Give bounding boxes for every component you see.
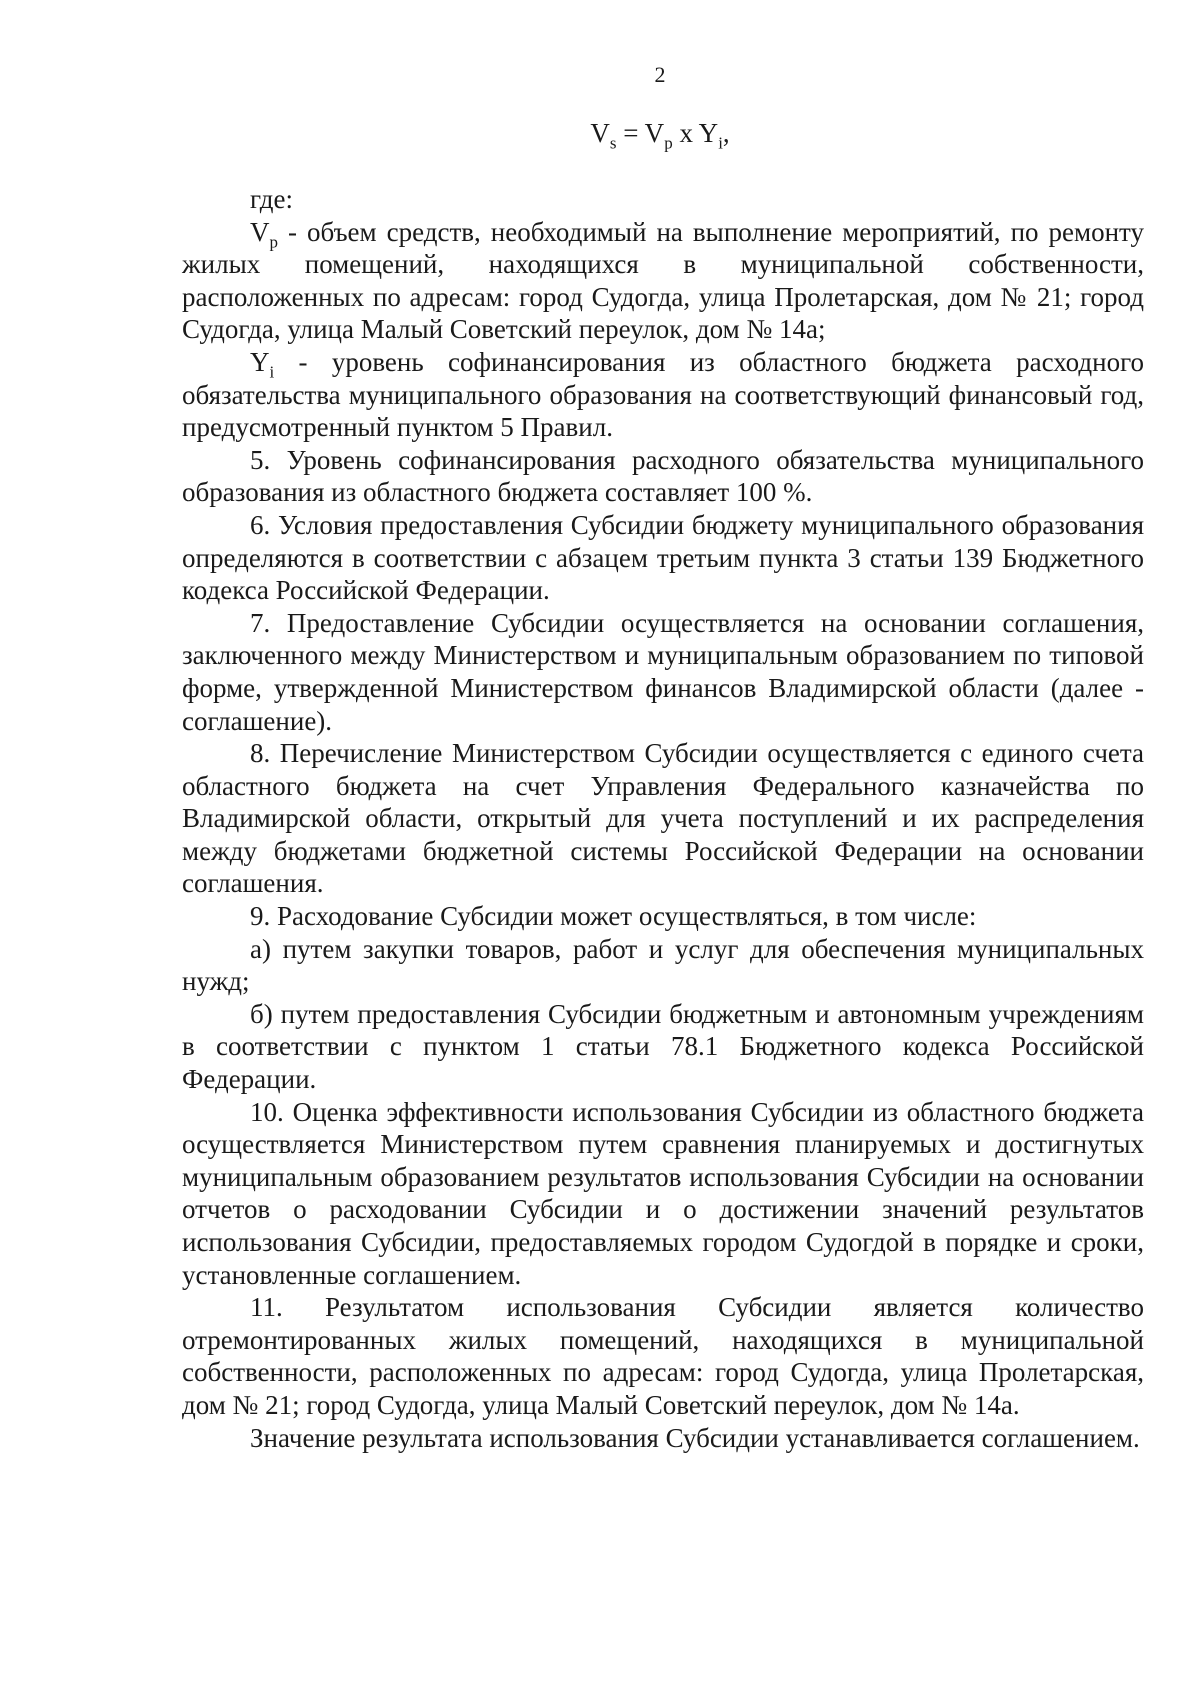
yi-sub: i: [269, 362, 275, 382]
where-label: где:: [250, 184, 293, 214]
vp-symbol: V: [250, 216, 270, 247]
definition-yi: [182, 346, 1144, 444]
paragraph-7: 7. Предоставление Субсидии осуществляется на основании соглашения, заключенного между Министерством и муниципальным образованием по типовой форме, утвержденной Министерством финансов Владимирской области (далее - соглашение).: [182, 607, 1144, 736]
paragraph-6: 6. Условия предоставления Субсидии бюджету муниципального образования определяются в соответствии с абзацем третьим пункта 3 статьи 139 Бюджетного кодекса Российской Федерации.: [182, 509, 1144, 606]
paragraph-9b: б) путем предоставления Субсидии бюджетным и автономным учреждениям в соответствии с пунктом 1 статьи 78.1 Бюджетного кодекса Российской Федерации.: [182, 998, 1144, 1095]
paragraph-11: 11. Результатом использования Субсидии является количество отремонтированных жилых помещений, находящихся в муниципальной собственности, расположенных по адресам: город Судогда, улица Пролетарская, дом № 21; город Судогда, улица Малый Советский переулок, дом № 14а.: [182, 1292, 1144, 1420]
formula-eq: = V: [616, 118, 665, 148]
page-number: 2: [654, 62, 666, 87]
formula-mult: x Y: [672, 118, 719, 148]
formula-lhs: V: [590, 118, 610, 148]
formula-lhs-sub: s: [609, 133, 617, 153]
document-body: [182, 183, 1144, 1454]
formula-y-sub: i: [718, 133, 723, 153]
paragraph-9a: а) путем закупки товаров, работ и услуг для обеспечения муниципальных нужд;: [182, 933, 1144, 997]
paragraph-9: 9. Расходование Субсидии может осуществляться, в том числе:: [250, 901, 977, 932]
formula-tail: ,: [722, 118, 730, 148]
formula: [0, 118, 1200, 153]
vp-sub: p: [269, 231, 278, 251]
formula-v-sub: p: [664, 133, 673, 153]
yi-text: - уровень софинансирования из областного бюджета расходного обязательства муниципального образования на соответствующий финансовый год, предусмотренный пунктом 5 Правил.: [182, 346, 1144, 443]
paragraph-8: 8. Перечисление Министерством Субсидии осуществляется с единого счета областного бюджета на счет Управления Федерального казначейства по Владимирской области, открытый для учета поступлений и их распределения между бюджетами бюджетной системы Российской Федерации на основании соглашения.: [182, 738, 1144, 899]
paragraph-11-value: Значение результата использования Субсидии устанавливается соглашением.: [250, 1422, 1140, 1453]
yi-symbol: Y: [250, 346, 270, 377]
paragraph-10: 10. Оценка эффективности использования Субсидии из областного бюджета осуществляется Министерством путем сравнения планируемых и достигнутых муниципальным образованием результатов использования Субсидии на основании отчетов о расходовании Субсидии и о достижении значений результатов использования Субсидии, предоставляемых городом Судогдой в порядке и сроки, установленные соглашением.: [182, 1096, 1144, 1290]
vp-text: - объем средств, необходимый на выполнение мероприятий, по ремонту жилых помещений, находящихся в муниципальной собственности, расположенных по адресам: город Судогда, улица Пролетарская, дом № 21; город Судогда, улица Малый Советский переулок, дом № 14а;: [182, 216, 1144, 345]
definition-vp: [182, 216, 1144, 346]
paragraph-5: 5. Уровень софинансирования расходного обязательства муниципального образования из областного бюджета составляет 100 %.: [182, 444, 1144, 508]
